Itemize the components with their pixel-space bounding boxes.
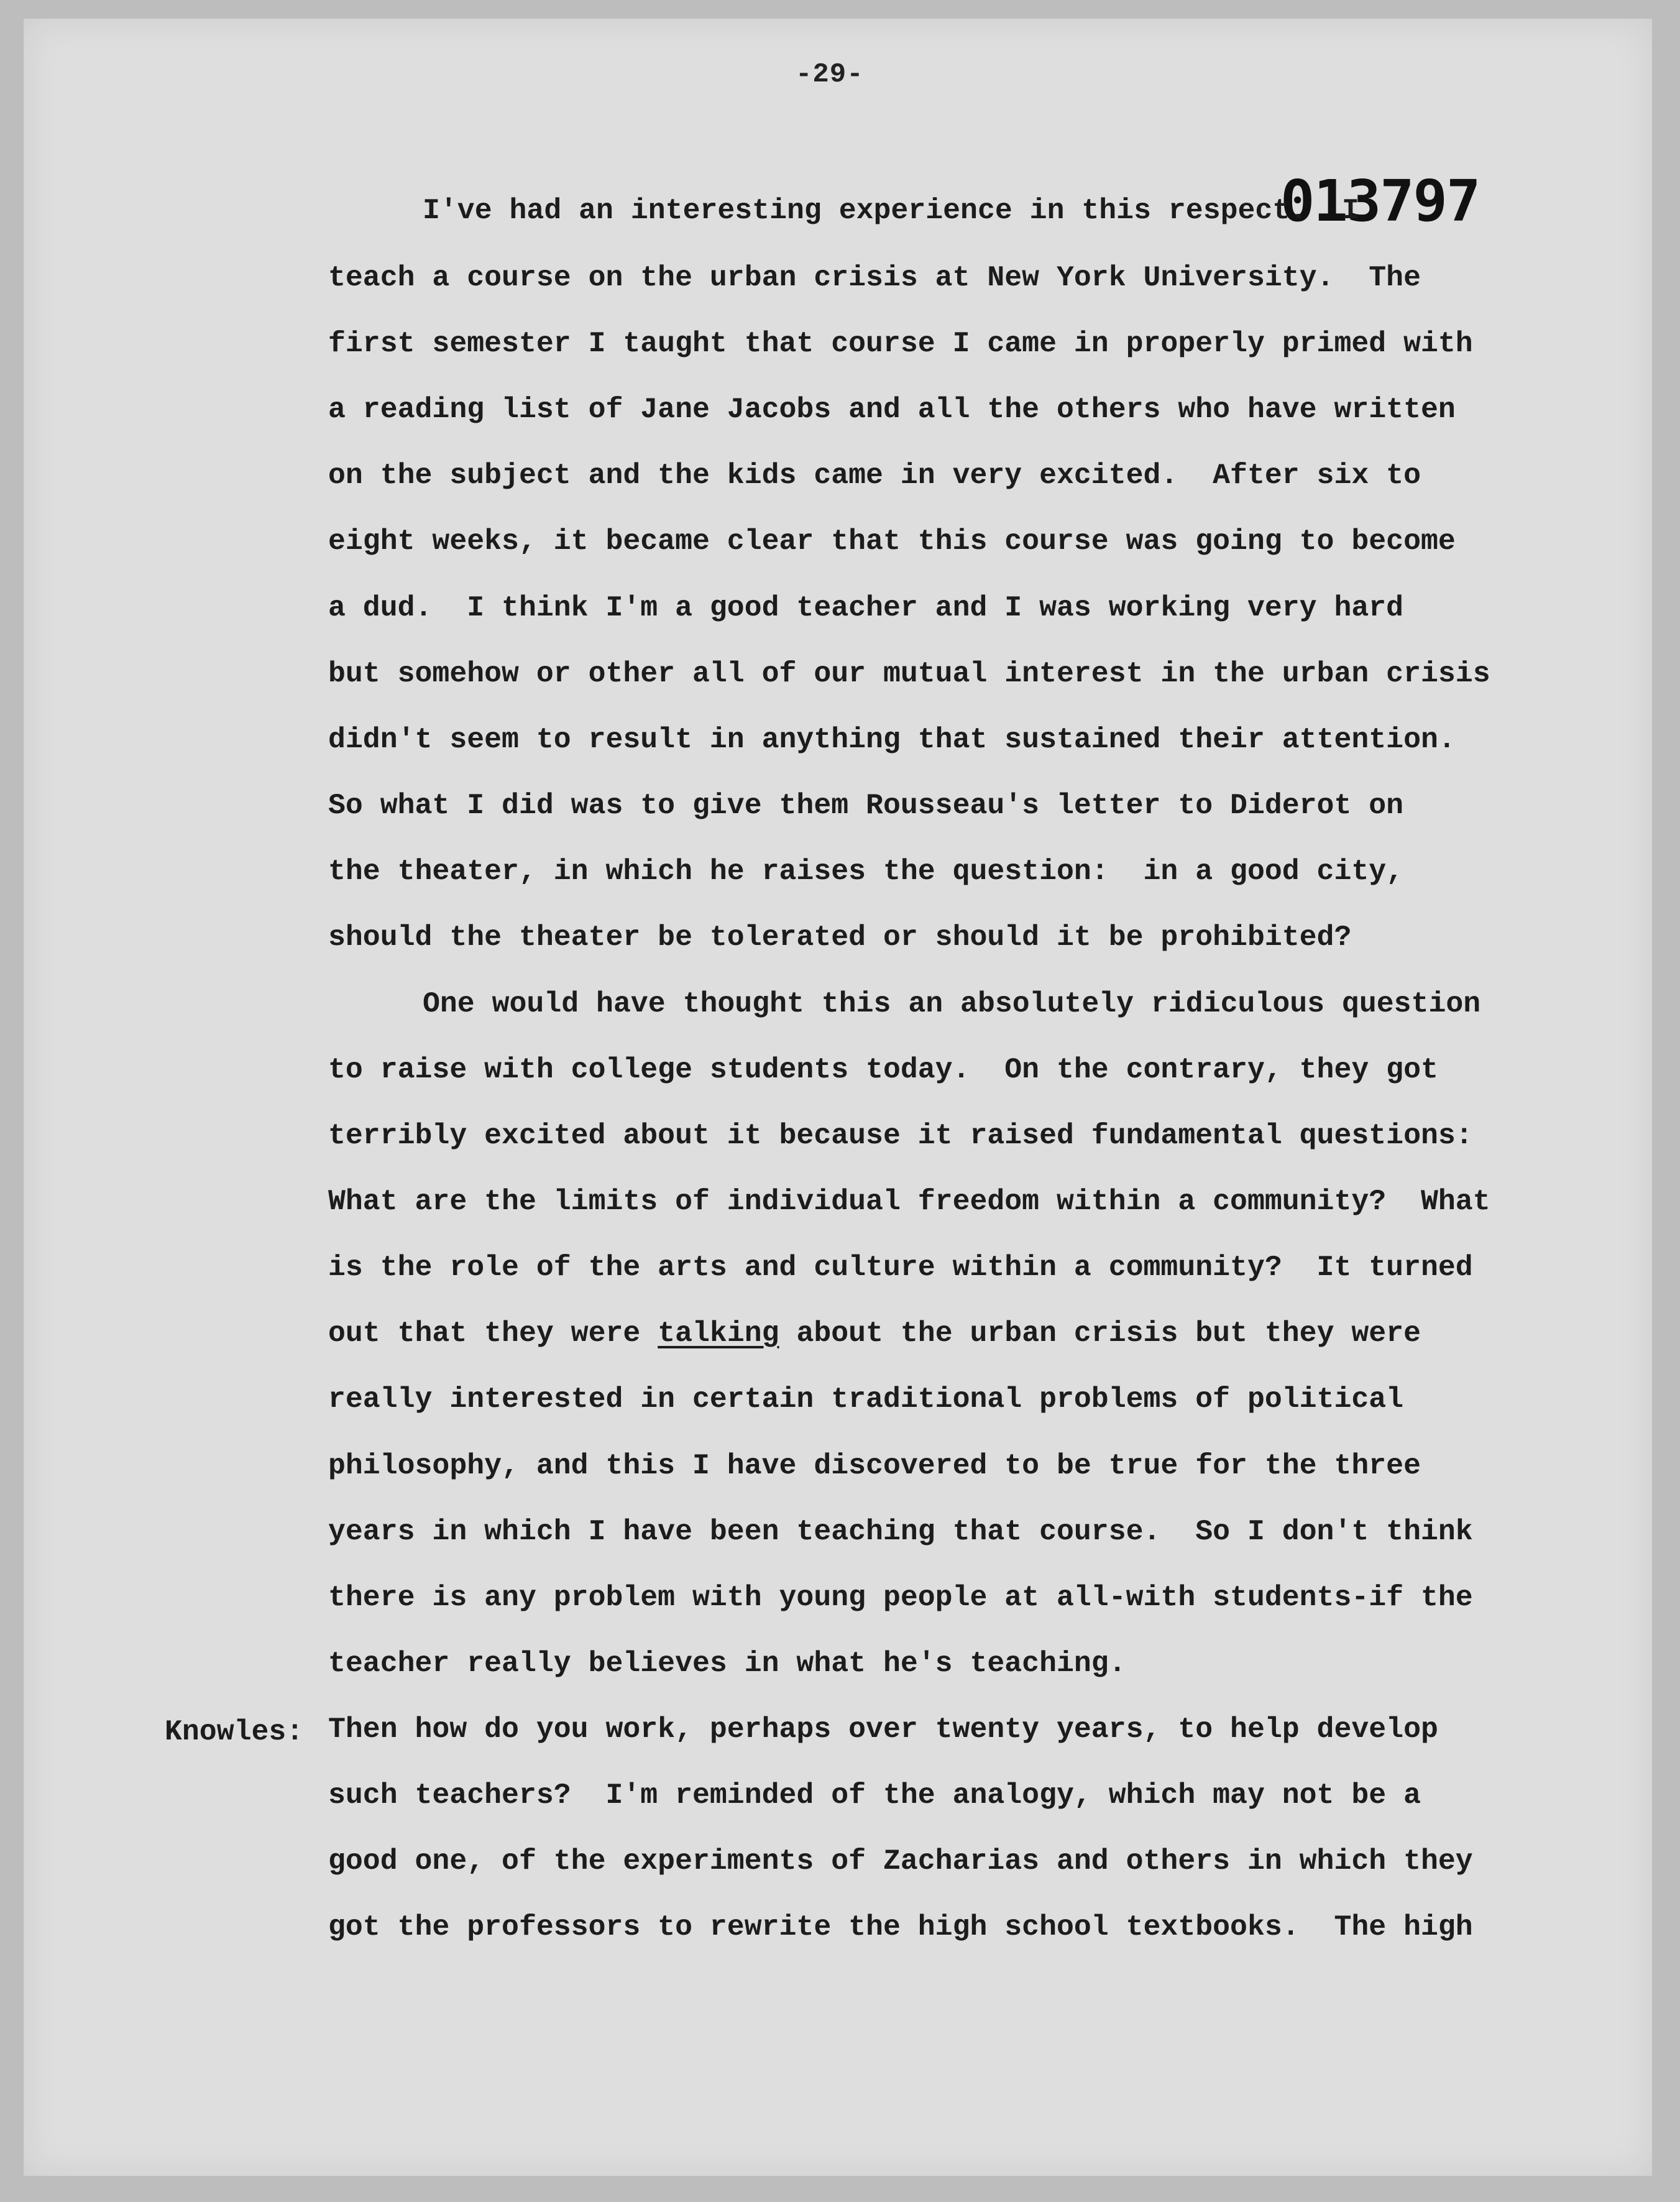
text-line: to raise with college students today. On the contrary, they got	[328, 1053, 1438, 1086]
text-line: What are the limits of individual freedom within a community? What	[328, 1185, 1490, 1218]
text-line: Then how do you work, perhaps over twenty years, to help develop	[328, 1713, 1438, 1746]
text-line: teacher really believes in what he's teaching.	[328, 1647, 1126, 1680]
text-line: got the professors to rewrite the high school textbooks. The high	[328, 1910, 1473, 1943]
underlined-word: talking	[658, 1317, 779, 1350]
text-line: should the theater be tolerated or should it be prohibited?	[328, 921, 1352, 954]
text-line: So what I did was to give them Rousseau's letter to Diderot on	[328, 789, 1404, 822]
text-line	[328, 1319, 1421, 1348]
text-line: first semester I taught that course I came in properly primed with	[328, 327, 1473, 360]
text-segment: out that they were	[328, 1317, 641, 1350]
text-line: good one, of the experiments of Zacharias and others in which they	[328, 1845, 1473, 1877]
text-line: One would have thought this an absolutely ridiculous question	[423, 987, 1481, 1020]
text-line: years in which I have been teaching that course. So I don't think	[328, 1515, 1473, 1548]
text-line: teach a course on the urban crisis at New York University. The	[328, 261, 1421, 294]
text-line: there is any problem with young people at all-with students-if the	[328, 1581, 1473, 1614]
text-line: is the role of the arts and culture within a community? It turned	[328, 1251, 1473, 1284]
text-segment: about the urban crisis but they were	[796, 1317, 1421, 1350]
text-line: a dud. I think I'm a good teacher and I was working very hard	[328, 591, 1404, 624]
text-line: philosophy, and this I have discovered to be true for the three	[328, 1449, 1421, 1482]
text-line: on the subject and the kids came in very excited. After six to	[328, 459, 1421, 492]
text-line: a reading list of Jane Jacobs and all the others who have written	[328, 393, 1456, 426]
text-line: but somehow or other all of our mutual interest in the urban crisis	[328, 657, 1490, 690]
text-line: the theater, in which he raises the question: in a good city,	[328, 855, 1404, 888]
text-line: eight weeks, it became clear that this course was going to become	[328, 525, 1456, 558]
page-number: -29-	[796, 59, 864, 90]
text-line: such teachers? I'm reminded of the analogy, which may not be a	[328, 1779, 1421, 1812]
text-line: didn't seem to result in anything that sustained their attention.	[328, 723, 1456, 756]
text-line: really interested in certain traditional problems of political	[328, 1383, 1404, 1416]
document-id-stamp: 013797	[1280, 168, 1480, 234]
speaker-label: Knowles:	[165, 1715, 304, 1748]
text-line: terribly excited about it because it raised fundamental questions:	[328, 1119, 1473, 1152]
text-line: I've had an interesting experience in this respect. I	[423, 194, 1359, 227]
